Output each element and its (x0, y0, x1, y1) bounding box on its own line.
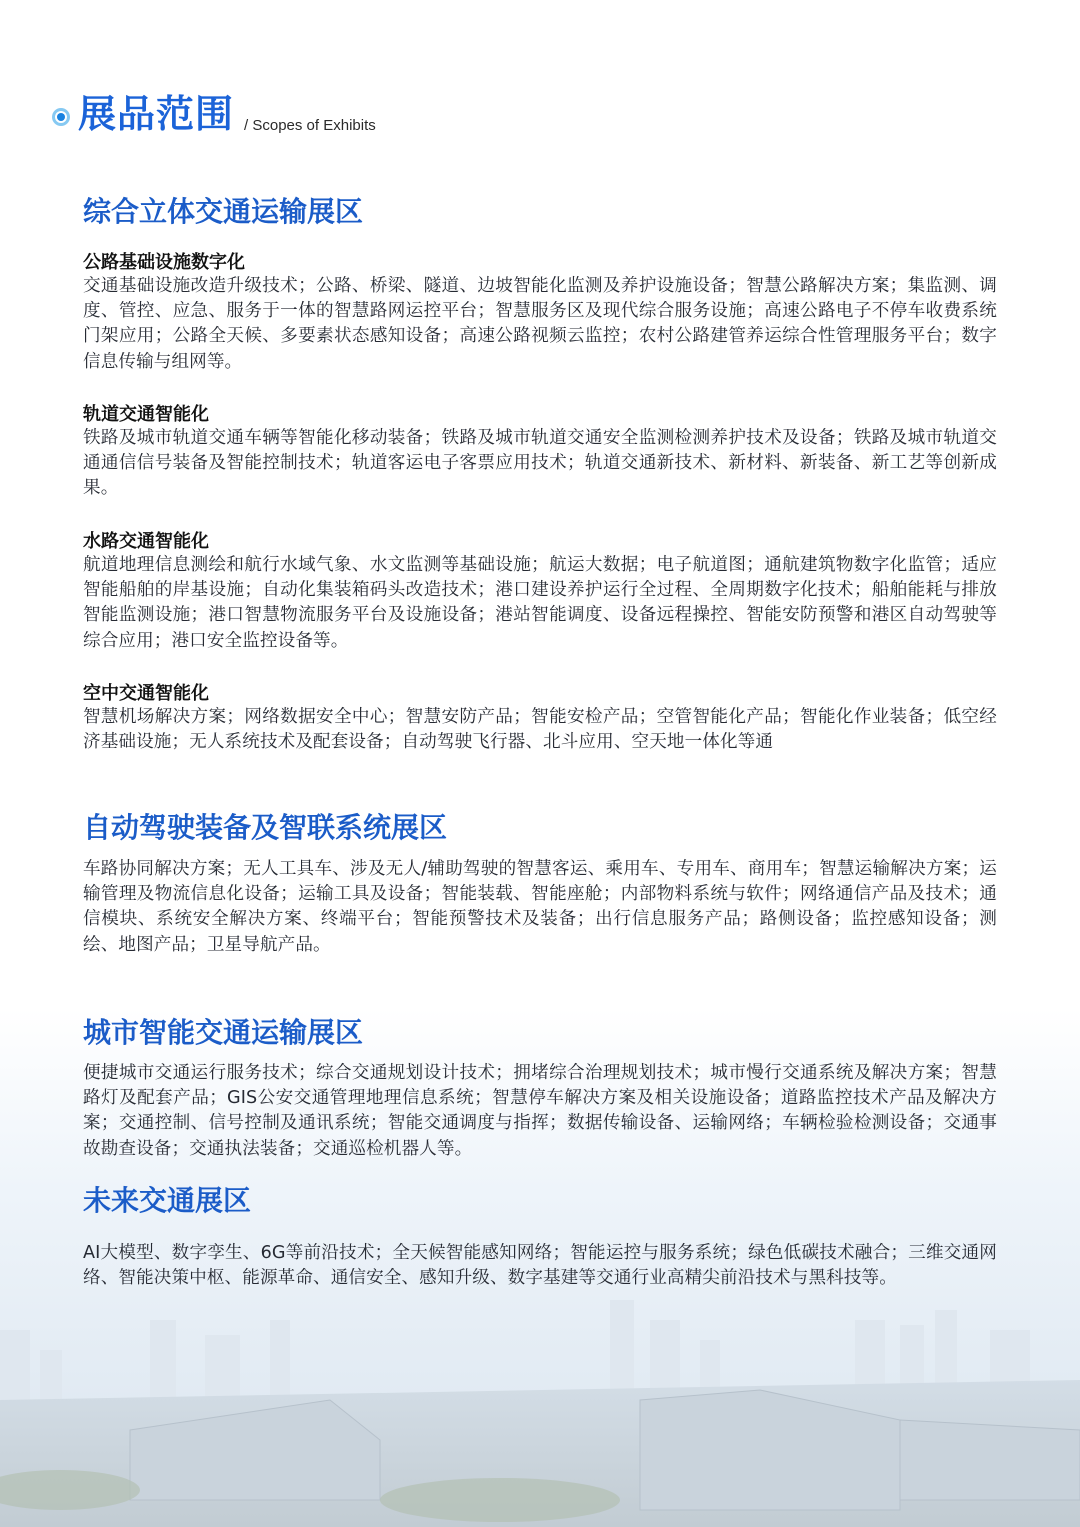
category-title: 水路交通智能化 (83, 531, 209, 552)
section-text: 便捷城市交通运行服务技术；综合交通规划设计技术；拥堵综合治理规划技术；城市慢行交通系统及解决方案；智慧路灯及配套产品；GIS公安交通管理地理信息系统；智慧停车解决方案及相关设施设备；道路监控技术产品及解决方案；交通控制、信号控制及通讯系统；智能交通调度与指挥；数据传输设备、运输网络；车辆检验检测设备；交通事故勘查设备；交通执法装备；交通巡检机器人等。 (83, 1063, 997, 1159)
page-header (52, 92, 376, 136)
category-text: 交通基础设施改造升级技术；公路、桥梁、隧道、边坡智能化监测及养护设施设备；智慧公路解决方案；集监测、调度、管控、应急、服务于一体的智慧路网运控平台；智慧服务区及现代综合服务设施；高速公路电子不停车收费系统门架应用；公路全天候、多要素状态感知设备；高速公路视频云监控；农村公路建管养运综合性管理服务平台；数字信息传输与组网等。 (83, 276, 997, 372)
category-text: 航道地理信息测绘和航行水域气象、水文监测等基础设施；航运大数据；电子航道图；通航建筑物数字化监管；适应智能船舶的岸基设施；自动化集装箱码头改造技术；港口建设养护运行全过程、全周期数字化技术；船舶能耗与排放智能监测设施；港口智慧物流服务平台及设施设备；港站智能调度、设备远程操控、智能安防预警和港区自动驾驶等综合应用；港口安全监控设备等。 (83, 555, 997, 651)
section-title: 未来交通展区 (83, 1184, 252, 1217)
category-text: 铁路及城市轨道交通车辆等智能化移动装备；铁路及城市轨道交通安全监测检测养护技术及设备；铁路及城市轨道交通通信信号装备及智能控制技术；轨道客运电子客票应用技术；轨道交通新技术、新材料、新装备、新工艺等创新成果。 (83, 428, 997, 499)
category-title: 空中交通智能化 (83, 683, 209, 704)
category-text: 智慧机场解决方案；网络数据安全中心；智慧安防产品；智能安检产品；空管智能化产品；智能化作业装备；低空经济基础设施；无人系统技术及配套设备；自动驾驶飞行器、北斗应用、空天地一体化等通 (83, 707, 997, 753)
section-text: 车路协同解决方案；无人工具车、涉及无人/辅助驾驶的智慧客运、乘用车、专用车、商用车；智慧运输解决方案；运输管理及物流信息化设备；运输工具及设备；智能装载、智能座舱；内部物料系统与软件；网络通信产品及技术；通信模块、系统安全解决方案、终端平台；智能预警技术及装备；出行信息服务产品；路侧设备；监控感知设备；测绘、地图产品；卫星导航产品。 (83, 859, 997, 955)
page-title: 展品范围 (78, 92, 235, 136)
section-title: 城市智能交通运输展区 (83, 1016, 364, 1049)
section-text: AI大模型、数字孪生、6G等前沿技术；全天候智能感知网络；智能运控与服务系统；绿色低碳技术融合；三维交通网络、智能决策中枢、能源革命、通信安全、感知升级、数字基建等交通行业高精尖前沿技术与黑科技等。 (83, 1243, 997, 1289)
section-title: 综合立体交通运输展区 (83, 195, 364, 228)
circle-bullet-icon (52, 108, 70, 126)
category-title: 轨道交通智能化 (83, 404, 209, 425)
section-title: 自动驾驶装备及智联系统展区 (83, 811, 448, 844)
page-subtitle: / Scopes of Exhibits (244, 117, 376, 134)
category-title: 公路基础设施数字化 (83, 252, 245, 273)
